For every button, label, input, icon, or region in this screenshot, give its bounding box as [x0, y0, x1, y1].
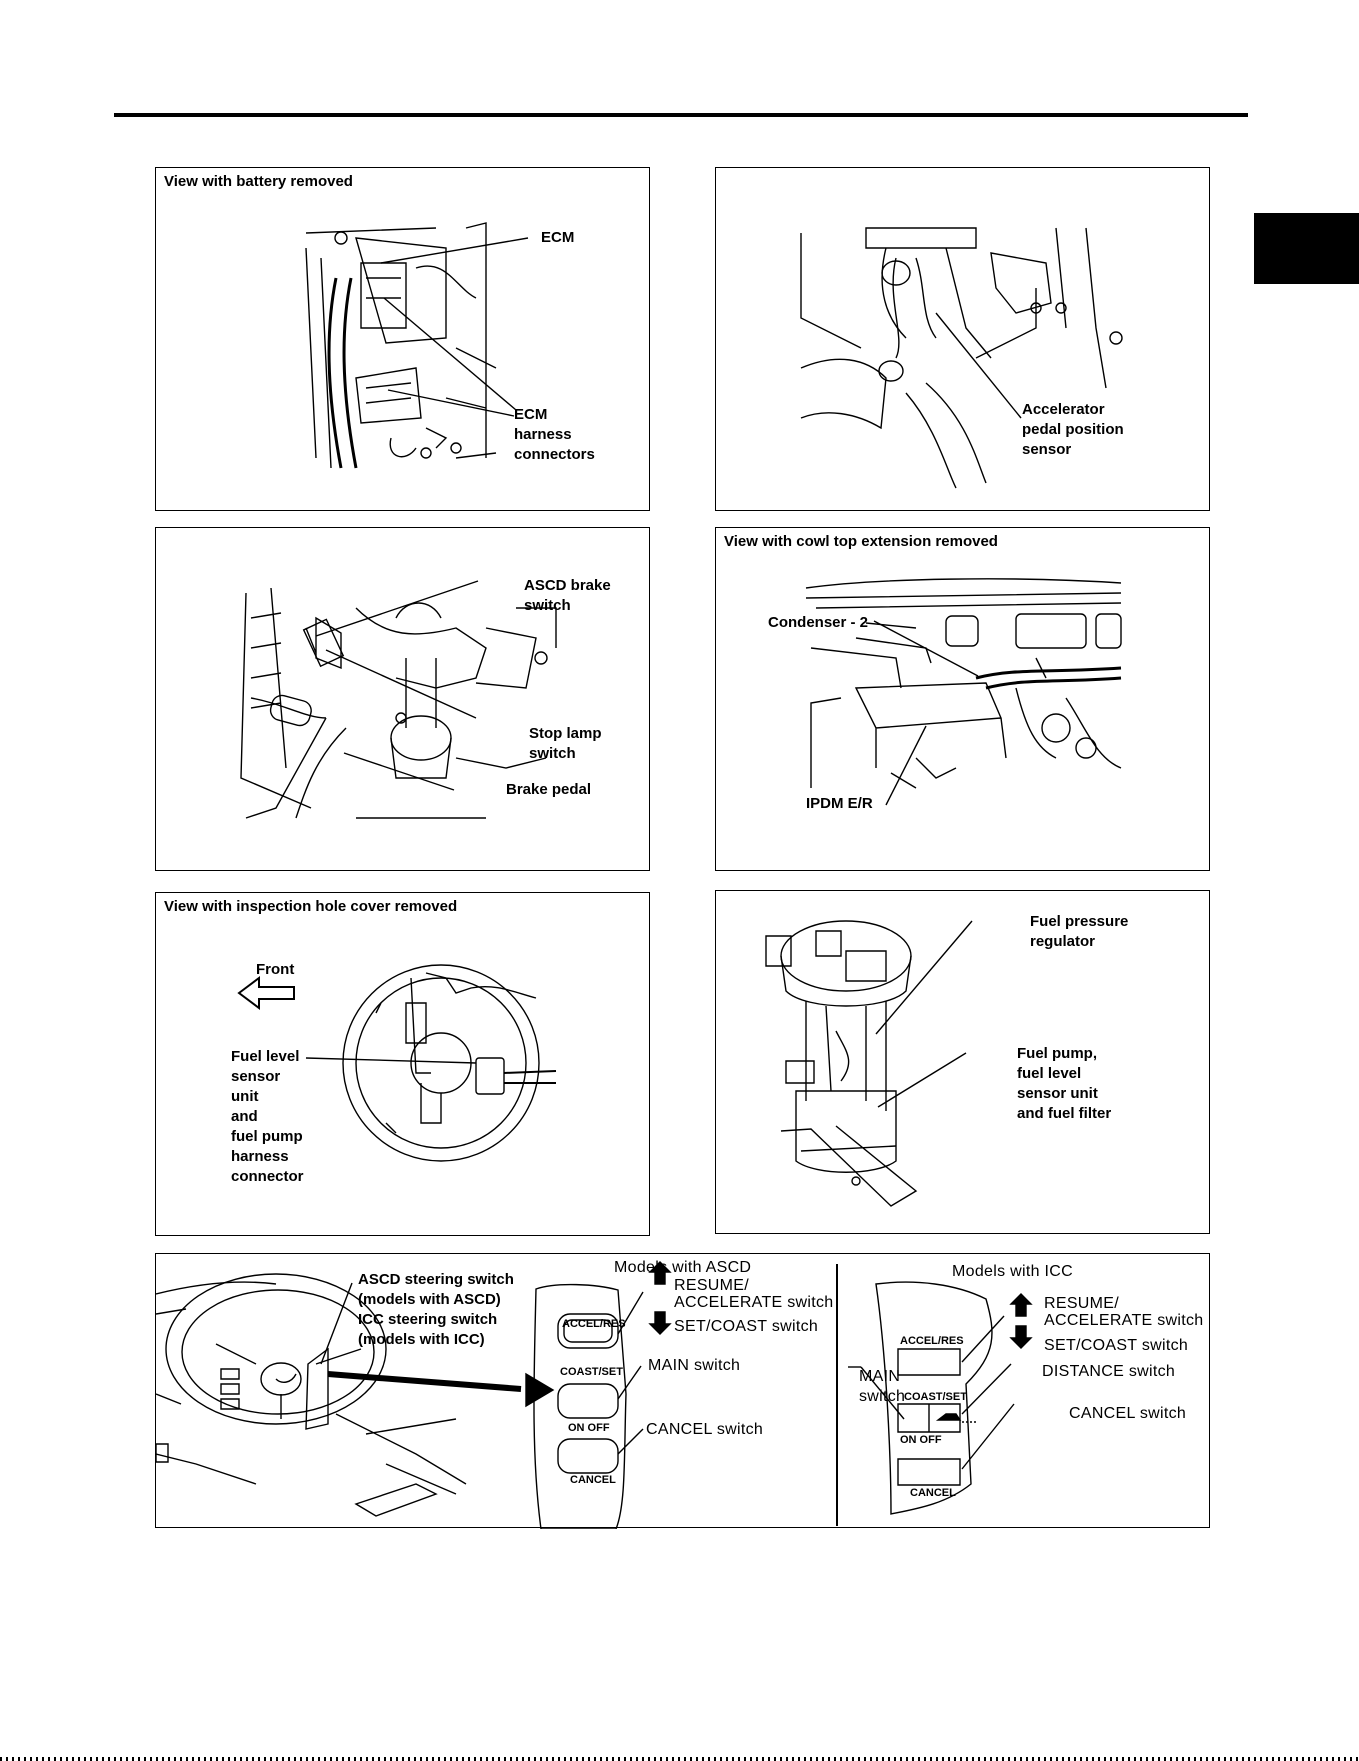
icc-main-label-1: MAIN: [859, 1368, 901, 1385]
ascd-btn-coast: COAST/SET: [560, 1366, 623, 1378]
ipdm-label: IPDM E/R: [806, 795, 873, 812]
ascd-btn-onoff: ON OFF: [568, 1422, 610, 1434]
fuel-pump-label-2: fuel level: [1017, 1065, 1082, 1082]
harness-label-3: connectors: [514, 446, 595, 463]
section-tab: [1254, 213, 1359, 284]
ipdm-illustration: [716, 528, 1211, 872]
down-arrow-icon: [1011, 1326, 1031, 1348]
condenser-label: Condenser - 2: [768, 614, 869, 631]
icc-btn-accel: ACCEL/RES: [900, 1335, 964, 1347]
panel-apps: [715, 167, 1210, 511]
icc-header: Models with ICC: [952, 1263, 1073, 1280]
icc-cancel-label: CANCEL switch: [1069, 1405, 1187, 1422]
ascd-btn-cancel: CANCEL: [570, 1474, 616, 1486]
panel-ecm: [155, 167, 650, 511]
ascd-header: Models with ASCD: [614, 1259, 752, 1276]
steering-switch-label-2: (models with ASCD): [358, 1291, 501, 1308]
brake-pedal-label: Brake pedal: [506, 781, 592, 798]
up-arrow-icon: [1011, 1294, 1031, 1316]
icc-btn-cancel: CANCEL: [910, 1487, 956, 1499]
panel-brake: [155, 527, 650, 871]
panel-ipdm: [715, 527, 1210, 871]
apps-label-3: sensor: [1022, 441, 1072, 458]
icc-set-label: SET/COAST switch: [1044, 1337, 1189, 1354]
panel-steering: [155, 1253, 1210, 1528]
ecm-label: ECM: [541, 229, 575, 246]
ascd-main-label: MAIN switch: [648, 1357, 741, 1374]
panel-fuel-pump: [715, 890, 1210, 1234]
page-bottom-edge: [0, 1757, 1359, 1761]
fuel-level-label-6: harness: [231, 1148, 289, 1165]
fuel-pump-label-1: Fuel pump,: [1017, 1045, 1097, 1062]
steering-switch-label-4: (models with ICC): [358, 1331, 485, 1348]
panel-title: View with battery removed: [164, 173, 353, 190]
icc-main-label-2: switch: [859, 1388, 906, 1405]
fuel-level-label-1: Fuel level: [231, 1048, 300, 1065]
ascd-cancel-label: CANCEL switch: [646, 1421, 764, 1438]
steering-switch-label-1: ASCD steering switch: [358, 1271, 514, 1288]
harness-label-2: harness: [514, 426, 572, 443]
fuel-level-label-4: and: [231, 1108, 258, 1125]
icc-distance-label: DISTANCE switch: [1042, 1363, 1176, 1380]
ascd-resume-label-1: RESUME/: [674, 1277, 749, 1294]
front-arrow-icon: [239, 978, 294, 1008]
apps-label-2: pedal position: [1022, 421, 1124, 438]
fuel-level-label-3: unit: [231, 1088, 259, 1105]
ascd-btn-accel: ACCEL/RES: [562, 1318, 626, 1330]
fuel-pump-label-3: sensor unit: [1017, 1085, 1098, 1102]
ascd-brake-label-2: switch: [524, 597, 571, 614]
regulator-label-1: Fuel pressure: [1030, 913, 1129, 930]
panel-title: View with cowl top extension removed: [724, 533, 998, 550]
down-arrow-icon: [650, 1312, 670, 1334]
fuel-pump-label-4: and fuel filter: [1017, 1105, 1112, 1122]
ascd-resume-label-2: ACCELERATE switch: [674, 1294, 834, 1311]
front-label: Front: [256, 961, 295, 978]
accelerator-pedal-illustration: [716, 168, 1211, 512]
icc-btn-coast: COAST/SET: [904, 1391, 967, 1403]
panel-fuel-level: [155, 892, 650, 1236]
icc-resume-label-1: RESUME/: [1044, 1295, 1119, 1312]
stop-lamp-label-2: switch: [529, 745, 576, 762]
apps-label-1: Accelerator: [1022, 401, 1105, 418]
stop-lamp-label-1: Stop lamp: [529, 725, 602, 742]
ascd-brake-label-1: ASCD brake: [524, 577, 611, 594]
fuel-level-label-7: connector: [231, 1168, 304, 1185]
fuel-level-label-5: fuel pump: [231, 1128, 303, 1145]
fuel-level-label-2: sensor: [231, 1068, 281, 1085]
header-rule: [114, 113, 1248, 117]
harness-label-1: ECM: [514, 406, 548, 423]
icc-resume-label-2: ACCELERATE switch: [1044, 1312, 1204, 1329]
ascd-set-label: SET/COAST switch: [674, 1318, 819, 1335]
panel-title: View with inspection hole cover removed: [164, 898, 458, 915]
icc-btn-onoff: ON OFF: [900, 1434, 942, 1446]
fuel-pump-illustration: [716, 891, 1211, 1235]
steering-switch-label-3: ICC steering switch: [358, 1311, 498, 1328]
regulator-label-2: regulator: [1030, 933, 1096, 950]
